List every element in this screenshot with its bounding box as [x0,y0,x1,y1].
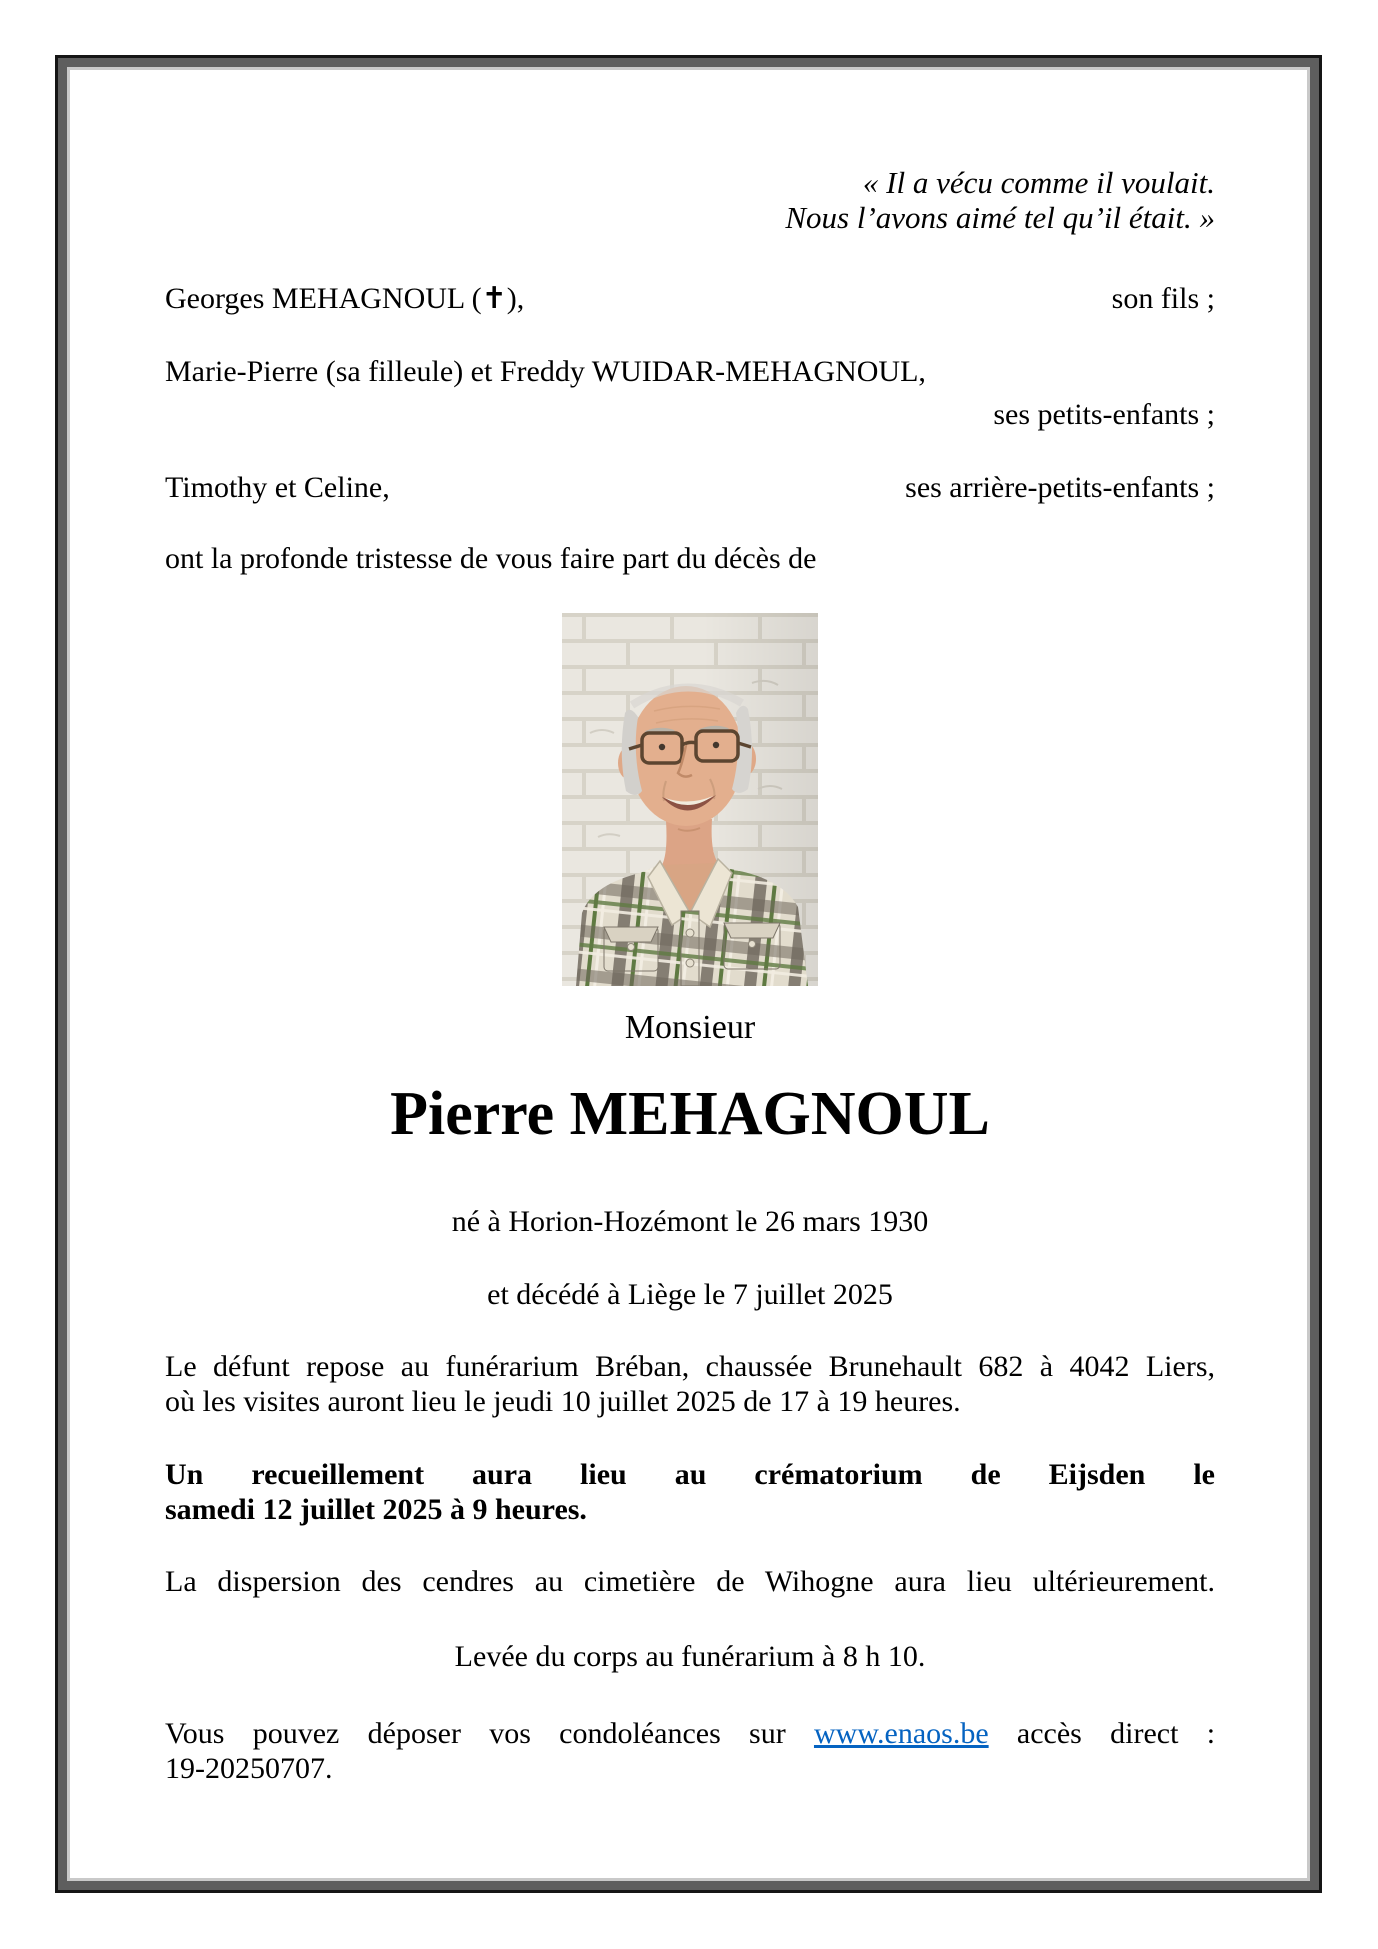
page-frame-band [58,58,1319,1890]
death-line: et décédé à Liège le 7 juillet 2025 [487,1278,893,1311]
levee-line: Levée du corps au funérarium à 8 h 10. [454,1640,926,1673]
relative-name: Georges MEHAGNOUL (✝), [165,282,525,315]
relatives-row-son [165,281,1215,316]
quote-line-2: Nous l’avons aimé tel qu’il était. » [785,200,1215,235]
condolences-line-2: 19-20250707. [165,1752,333,1785]
repose-line-2: où les visites auront lieu le jeudi 10 juillet 2025 de 17 à 19 heures. [165,1385,961,1418]
portrait-photo-image [562,613,818,986]
ceremony-paragraph [165,1457,1215,1527]
memorial-quote [165,165,1215,235]
birth-line: né à Horion-Hozémont le 26 mars 1930 [451,1205,929,1238]
page-frame-liner [67,67,1310,1881]
portrait-photo [165,613,1215,986]
relative-relation: ses petits-enfants ; [993,398,1215,431]
condolences-text-before: Vous pouvez déposer vos condoléances sur [165,1717,786,1750]
death-notice-content [70,70,1307,1878]
relative-name: Timothy et Celine, [165,471,390,504]
condolences-text-after: accès direct : [1016,1717,1216,1750]
relative-relation: son fils ; [1111,282,1215,315]
ashes-dispersion-line: La dispersion des cendres au cimetière de Wihogne aura lieu ultérieurement. [165,1565,1215,1598]
announcement-intro: ont la profonde tristesse de vous faire part du décès de [165,542,817,575]
salutation: Monsieur [624,1009,756,1046]
ceremony-line-2: samedi 12 juillet 2025 à 9 heures. [165,1493,587,1526]
repose-paragraph [165,1349,1215,1419]
relatives-row-great-grandchildren [165,470,1215,505]
quote-line-1: « Il a vécu comme il voulait. [862,165,1215,200]
ceremony-line-1: Un recueillement aura lieu au crématorium de Eijsden le [165,1458,1215,1491]
relative-relation: ses arrière-petits-enfants ; [905,471,1215,504]
repose-line-1: Le défunt repose au funérarium Bréban, chaussée Brunehault 682 à 4042 Liers, [165,1350,1215,1383]
condolences-paragraph [165,1716,1215,1786]
enaos-link[interactable]: www.enaos.be [813,1717,989,1750]
relatives-row-grandchildren [165,354,1215,432]
deceased-name: Pierre MEHAGNOUL [390,1080,990,1148]
relative-name: Marie-Pierre (sa filleule) et Freddy WUIDAR-MEHAGNOUL, [165,355,926,388]
page-frame [55,55,1322,1893]
condolences-line-1 [165,1716,1215,1751]
